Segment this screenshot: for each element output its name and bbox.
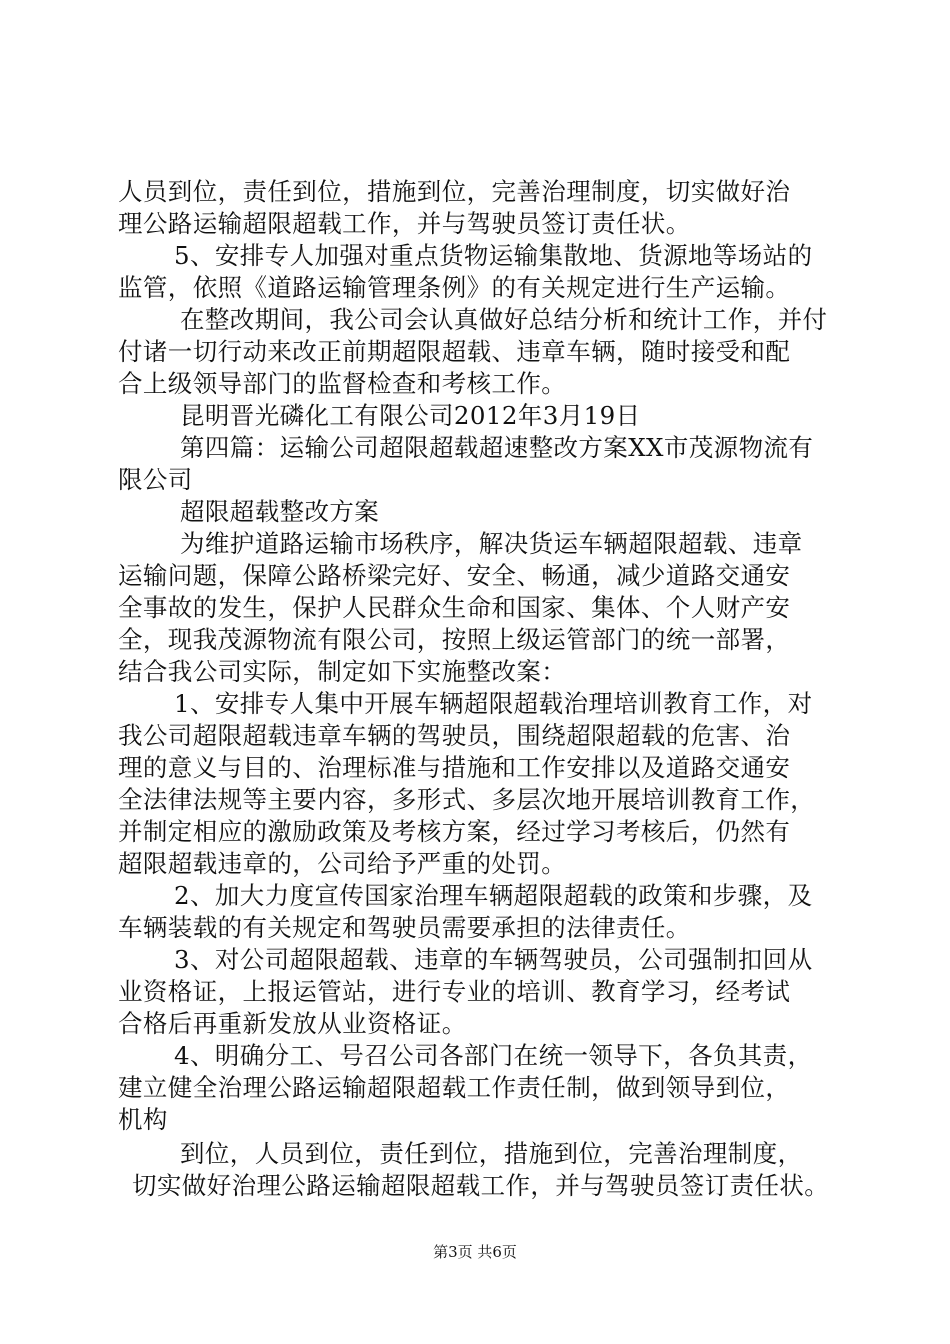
text-line: 运输问题，保障公路桥梁完好、安全、畅通，减少道路交通安 xyxy=(118,561,791,590)
text-line: 合上级领导部门的监督检查和考核工作。 xyxy=(118,369,567,398)
text-line: 4、明确分工、号召公司各部门在统一领导下，各负其责， xyxy=(174,1041,813,1070)
text-line: 3、对公司超限超载、违章的车辆驾驶员，公司强制扣回从 xyxy=(174,945,813,974)
text-line: 在整改期间，我公司会认真做好总结分析和统计工作，并付 xyxy=(180,305,828,334)
text-line: 全法律法规等主要内容，多形式、多层次地开展培训教育工作， xyxy=(118,785,816,814)
text-line: 5、安排专人加强对重点货物运输集散地、货源地等场站的 xyxy=(174,241,813,270)
text-line: 建立健全治理公路运输超限超载工作责任制，做到领导到位， xyxy=(118,1073,791,1102)
text-line: 车辆装载的有关规定和驾驶员需要承担的法律责任。 xyxy=(118,913,691,942)
text-line: 超限超载违章的，公司给予严重的处罚。 xyxy=(118,849,567,878)
text-line: 限公司 xyxy=(118,465,193,494)
text-line: 付诸一切行动来改正前期超限超载、违章车辆，随时接受和配 xyxy=(118,337,791,366)
text-line: 我公司超限超载违章车辆的驾驶员，围绕超限超载的危害、治 xyxy=(118,721,791,750)
text-line: 人员到位，责任到位，措施到位，完善治理制度，切实做好治 xyxy=(118,177,791,206)
text-line: 全，现我茂源物流有限公司，按照上级运管部门的统一部署， xyxy=(118,625,791,654)
text-line: 1、安排专人集中开展车辆超限超载治理培训教育工作，对 xyxy=(174,689,813,718)
text-line: 到位，人员到位，责任到位，措施到位，完善治理制度， xyxy=(180,1139,803,1168)
text-line: 结合我公司实际，制定如下实施整改案： xyxy=(118,657,567,686)
text-line: 业资格证，上报运管站，进行专业的培训、教育学习，经考试 xyxy=(118,977,791,1006)
text-line: 2、加大力度宣传国家治理车辆超限超载的政策和步骤，及 xyxy=(174,881,813,910)
text-line: 切实做好治理公路运输超限超载工作，并与驾驶员签订责任状。 xyxy=(132,1171,830,1200)
page-number-footer: 第3页 共6页 xyxy=(433,1243,517,1261)
text-line: 全事故的发生，保护人民群众生命和国家、集体、个人财产安 xyxy=(118,593,791,622)
text-line: 第四篇：运输公司超限超载超速整改方案XX市茂源物流有 xyxy=(180,433,814,462)
text-line: 为维护道路运输市场秩序，解决货运车辆超限超载、违章 xyxy=(180,529,803,558)
text-line: 昆明晋光磷化工有限公司2012年3月19日 xyxy=(180,401,641,430)
text-line: 超限超载整改方案 xyxy=(180,497,380,526)
text-line: 监管，依照《道路运输管理条例》的有关规定进行生产运输。 xyxy=(118,273,791,302)
text-line: 理公路运输超限超载工作，并与驾驶员签订责任状。 xyxy=(118,209,691,238)
text-line: 合格后再重新发放从业资格证。 xyxy=(118,1009,467,1038)
text-line: 机构 xyxy=(118,1105,168,1134)
text-line: 并制定相应的激励政策及考核方案，经过学习考核后，仍然有 xyxy=(118,817,791,846)
text-line: 理的意义与目的、治理标准与措施和工作安排以及道路交通安 xyxy=(118,753,791,782)
